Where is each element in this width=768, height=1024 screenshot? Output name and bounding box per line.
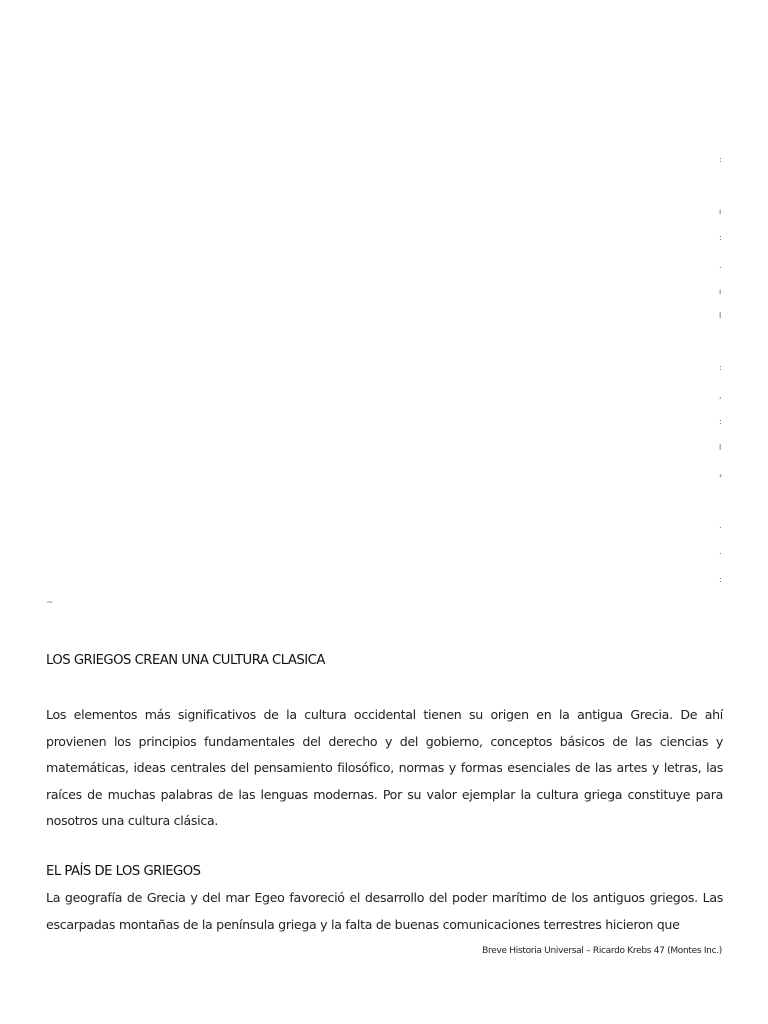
stray-mark: ~ (46, 598, 54, 608)
cropped-margin-text: : ı : . ı l : , : l ‹ . . : (719, 155, 723, 584)
page-footer: Breve Historia Universal – Ricardo Krebs 47 (Montes Inc.) (482, 946, 722, 956)
section-heading-clasica: LOS GRIEGOS CREAN UNA CULTURA CLASICA (46, 653, 325, 668)
section-heading-pais: EL PAÍS DE LOS GRIEGOS (46, 864, 201, 879)
section-paragraph-pais: La geografía de Grecia y del mar Egeo favoreció el desarrollo del poder marítimo de los antiguos griegos. Las escarpadas montañas de la península griega y la falta de buenas comunicaciones terrestres hicieron que (46, 890, 723, 932)
section-paragraph-clasica: Los elementos más significativos de la cultura occidental tienen su origen en la antigua Grecia. De ahí provienen los principios fundamentales del derecho y del gobierno, conceptos básicos de las ciencias y matemáticas, ideas centrales del pensamiento filosófico, normas y formas esenciales de las artes y letras, las raíces de muchas palabras de las lenguas modernas. Por su valor ejemplar la cultura griega constituye para nosotros una cultura clásica. (46, 707, 723, 828)
